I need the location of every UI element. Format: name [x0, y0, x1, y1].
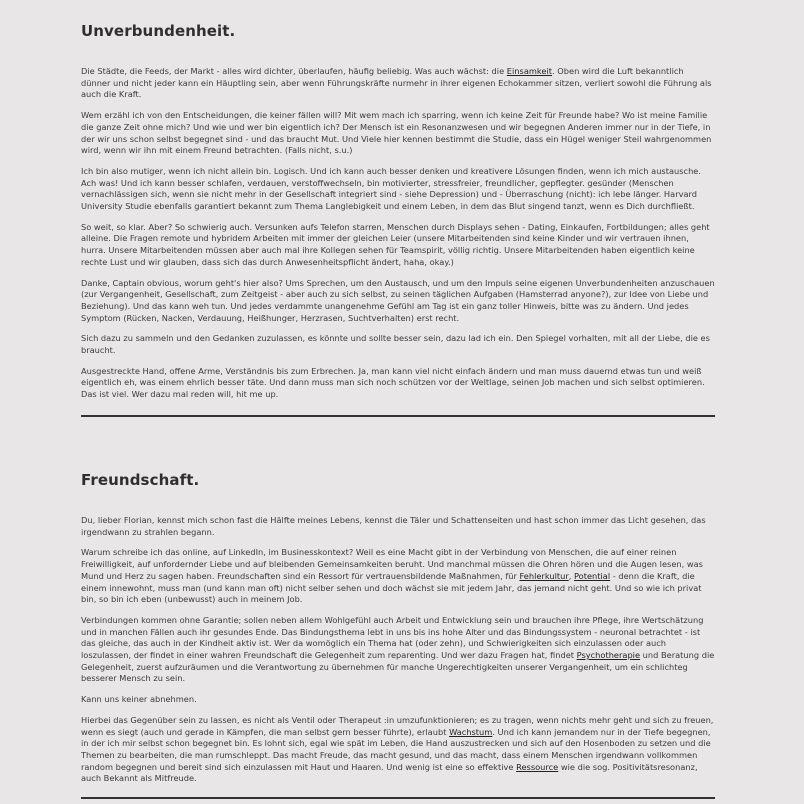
- paragraph: [81, 615, 715, 685]
- paragraph: Du, lieber Florian, kennst mich schon fast die Hälfte meines Lebens, kennst die Täler und Schattenseiten und hast schon immer das Licht gesehen, das irgendwann zu strahlen begann.: [81, 515, 706, 537]
- text-run: ,: [568, 570, 574, 581]
- text-run: . Und ich kann jemandem nur in der Tiefe begegnen, in der ich mir selbst schon begegnet bin. Es lohnt sich, egal wie spät im Leben, die Hand auszustrecken und sich auf den Hosenboden zu setzen und die Themen zu bearbeiten, die man rumschleppt. Das macht Freude, das macht gesund, und das macht, dass einem Menschen irgendwann vollkommen random begegnen und bereit sind sich einzulassen mit Haut und Haaren. Und wenig ist eine so effektive: [81, 726, 711, 772]
- paragraph: Ausgestreckte Hand, offene Arme, Verständnis bis zum Erbrechen. Ja, man kann viel nicht einfach ändern und man muss dauernd etwas tun und weiß eigentlich eh, was einem ehrlich besser täte. Und dann muss man sich noch schützen vor der Weltlage, seinen Job machen und sich selbst optimieren. Das ist viel. Wer dazu mal reden will, hit me up.: [81, 365, 705, 400]
- section-divider: [81, 797, 715, 799]
- text-run: Die Städte, die Feeds, der Markt - alles wird dichter, überlaufen, häufig beliebig. Was auch wächst: die: [81, 66, 507, 76]
- text-run: wie die sog. Positivitätsresonanz, auch Bekannt als Mitfreude.: [81, 761, 698, 784]
- section-unverbundenheit: [81, 22, 715, 410]
- link-wachstum[interactable]: Wachstum: [449, 726, 493, 737]
- section-divider: [81, 415, 715, 417]
- text-run: - denn die Kraft, die einem innewohnt, muss man (und kann man oft) nicht selber sehen und doch wächst sie mit jedem Jahr, das jemand nicht geht. Und so wie ich privat bin, so bin ich eben (unbewusst) auch in meinem Job.: [81, 570, 702, 605]
- paragraph: So weit, so klar. Aber? So schwierig auch. Versunken aufs Telefon starren, Menschen durch Displays sehen - Dating, Einkaufen, Fortbildungen; alles geht alleine. Die Fragen remote und hybridem Arbeiten mit immer der gleichen Leier (unsere Mitarbeitenden sind keine Kinder und wir vertrauen ihnen, hurra. Unsere Mitarbeitenden müssen aber auch mal ihre Kollegen sehen für Teamspirit, völlig richtig. Unsere Mitarbeitenden haben eigentlich keine rechte Lust und wir glauben, dass sich das durch Anwesenheitspflicht ändert, haha, okay.): [81, 221, 710, 267]
- paragraph: Kann uns keiner abnehmen.: [81, 694, 197, 705]
- paragraph: Danke, Captain obvious, worum geht's hier also? Ums Sprechen, um den Austausch, und um den Impuls seine eigenen Unverbundenheiten anzuschauen (zur Vergangenheit, Gesellschaft, zum Zeitgeist - aber auch zu sich selbst, zu seinen täglichen Aufgaben (Hamsterrad anyone?), zur Idee von Liebe und Beziehung). Und das kann weh tun. Und jedes verdammte unangenehme Gefühl am Tag ist ein ganz toller Hinweis, bitte was zu ändern. Und jedes Symptom (Rücken, Nacken, Verdauung, Heißhunger, Herzrasen, Suchtverhalten) erst recht.: [81, 277, 715, 323]
- section-freundschaft: [81, 471, 715, 794]
- section-heading: Unverbundenheit.: [81, 22, 236, 40]
- paragraph: [81, 547, 715, 606]
- link-einsamkeit[interactable]: Einsamkeit: [506, 66, 553, 76]
- link-fehlerkultur[interactable]: Fehlerkultur: [519, 570, 569, 581]
- text-run: Warum schreibe ich das online, auf LinkedIn, im Businesskontext? Weil es eine Macht gibt in der Verbindung von Menschen, die auf einer reinen Freiwilligkeit, auf unfordernder Liebe und auf bleibenden Gemeinsamkeiten beruht. Und manchmal müssen die Ohren hören und die Augen lesen, was Mund und Herz zu sagen haben. Freundschaften sind ein Ressort für vertrauensbildende Maßnahmen, für: [81, 547, 703, 581]
- text-run: . Oben wird die Luft bekanntlich dünner und nicht jeder kann ein Häuptling sein, aber wenn Führungskräfte nurmehr in ihrer eigenen Echokammer sitzen, verliert sowohl die Führung als auch die Kraft.: [81, 66, 712, 100]
- paragraph: Wem erzähl ich von den Entscheidungen, die keiner fällen will? Mit wem mach ich sparring, wenn ich keine Zeit für Freunde habe? Wo ist meine Familie die ganze Zeit ohne mich? Und wie und wer bin eigentlich ich? Der Mensch ist ein Resonanzwesen und wir begegnen Anderen immer nur in der Tiefe, in der wir uns schon selbst begegnet sind - und das braucht Mut. Und Viele hier kennen bestimmt die Studie, dass ein Hügel weniger Steil wahrgenommen wird, wenn wir ihn mit einem Freund betrachten. (Falls nicht, s.u.): [81, 110, 712, 156]
- text-run: und Beratung die Gelegenheit, zuerst aufzuräumen und die Verantwortung zu übernehmen für manche Ungerechtigkeiten unserer Vergangenheit, um ein schlichteg besserer Mensch zu sein.: [81, 650, 715, 684]
- link-psychotherapie[interactable]: Psychotherapie: [576, 650, 641, 661]
- paragraph: Ich bin also mutiger, wenn ich nicht allein bin. Logisch. Und ich kann auch besser denken und kreativere Lösungen finden, wenn ich mich austausche. Ach was! Und ich kann besser schlafen, verdauen, verstoffwechseln, bin motivierter, stressfreier, freundlicher, gepflegter. gesünder (Menschen vernachlässigen sich, wenn sie nicht mehr in der Gesellschaft integriert sind - siehe Depression) und - Überraschung (nicht): ich lebe länger. Harvard University Studie ebenfalls garantiert bekannt zum Thema Langlebigkeit und einem Leben, in dem das Blut singend tanzt, wenn es Dich durchfließt.: [81, 165, 701, 212]
- section-heading: Freundschaft.: [81, 471, 200, 489]
- link-ressource[interactable]: Ressource: [516, 761, 559, 772]
- paragraph: [81, 66, 715, 101]
- text-run: Verbindungen kommen ohne Garantie; sollen neben allem Wohlgefühl auch Arbeit und Entwicklung sein und brauchen ihre Pflege, ihre Wertschätzung und in manchen Fällen auch ihr gesundes Ende. Das Bindungsthema lebt in uns bis ins hohe Alter und das Bindungssystem - neuronal betrachtet - ist das gleiche, das auch in der Kindheit aktiv ist. Wer da womöglich ein Thema hat (oder zehn), und Schwierigkeiten sich einzulassen oder auch loszulassen, der findet in einer wahren Freundschaft die Gelegenheit zum reparenting. Und wer dazu Fragen hat, findet: [81, 614, 704, 661]
- paragraph: Sich dazu zu sammeln und den Gedanken zuzulassen, es könnte und sollte besser sein, dazu lad ich ein. Den Spiegel vorhalten, mit all der Liebe, die es braucht.: [81, 333, 710, 356]
- link-potential[interactable]: Potential: [573, 570, 611, 581]
- paragraph: [81, 715, 715, 785]
- text-run: Hierbei das Gegenüber sein zu lassen, es nicht als Ventil oder Therapeut :in umzufunktionieren; es zu tragen, wenn nichts mehr geht und sich zu freuen, wenn es siegt (auch und gerade in Kämpfen, die man selbst gern besser führte), erlaubt: [81, 714, 714, 737]
